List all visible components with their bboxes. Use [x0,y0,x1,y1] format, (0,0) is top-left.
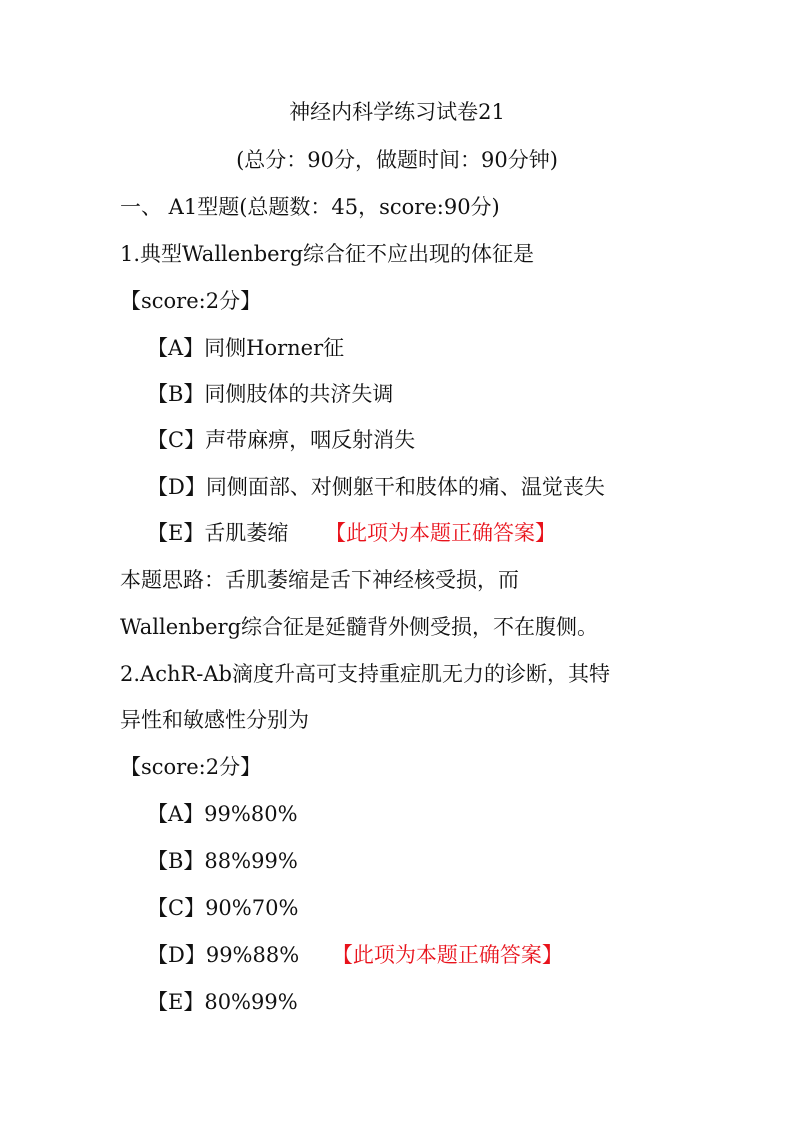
question-1-option-d: 【D】同侧面部、对侧躯干和肢体的痛、温觉丧失 [147,475,605,499]
correct-answer-marker: 【此项为本题正确答案】 [325,521,557,545]
question-2-stem-line-2: 异性和敏感性分别为 [120,708,309,732]
question-2-option-a: 【A】99%80% [147,802,298,826]
question-2-option-d-text: 【D】99%88% [147,943,300,967]
question-1-score: 【score:2分】 [120,289,262,313]
exam-subtitle: (总分：90分，做题时间：90分钟) [236,148,558,172]
question-1-option-c: 【C】声带麻痹，咽反射消失 [147,428,416,452]
question-2-option-e: 【E】80%99% [147,990,298,1014]
section-heading: 一、 A1型题(总题数：45，score:90分) [120,195,500,219]
question-2-option-d [147,941,563,969]
question-1-option-e-text: 【E】舌肌萎缩 [147,521,289,545]
question-2-option-c: 【C】90%70% [147,896,299,920]
question-1-stem: 1.典型Wallenberg综合征不应出现的体征是 [120,242,535,266]
question-1-explanation-line-2: Wallenberg综合征是延髓背外侧受损，不在腹侧。 [120,615,599,639]
question-1-option-b: 【B】同侧肢体的共济失调 [147,382,394,406]
question-1-option-e [147,519,556,547]
correct-answer-marker: 【此项为本题正确答案】 [331,943,563,967]
exam-title: 神经内科学练习试卷21 [289,100,505,124]
question-1-option-a: 【A】同侧Horner征 [147,336,345,360]
question-2-score: 【score:2分】 [120,755,262,779]
question-2-stem-line-1: 2.AchR-Ab滴度升高可支持重症肌无力的诊断，其特 [120,662,611,686]
question-1-explanation-line-1: 本题思路：舌肌萎缩是舌下神经核受损，而 [120,568,519,592]
question-2-option-b: 【B】88%99% [147,849,298,873]
